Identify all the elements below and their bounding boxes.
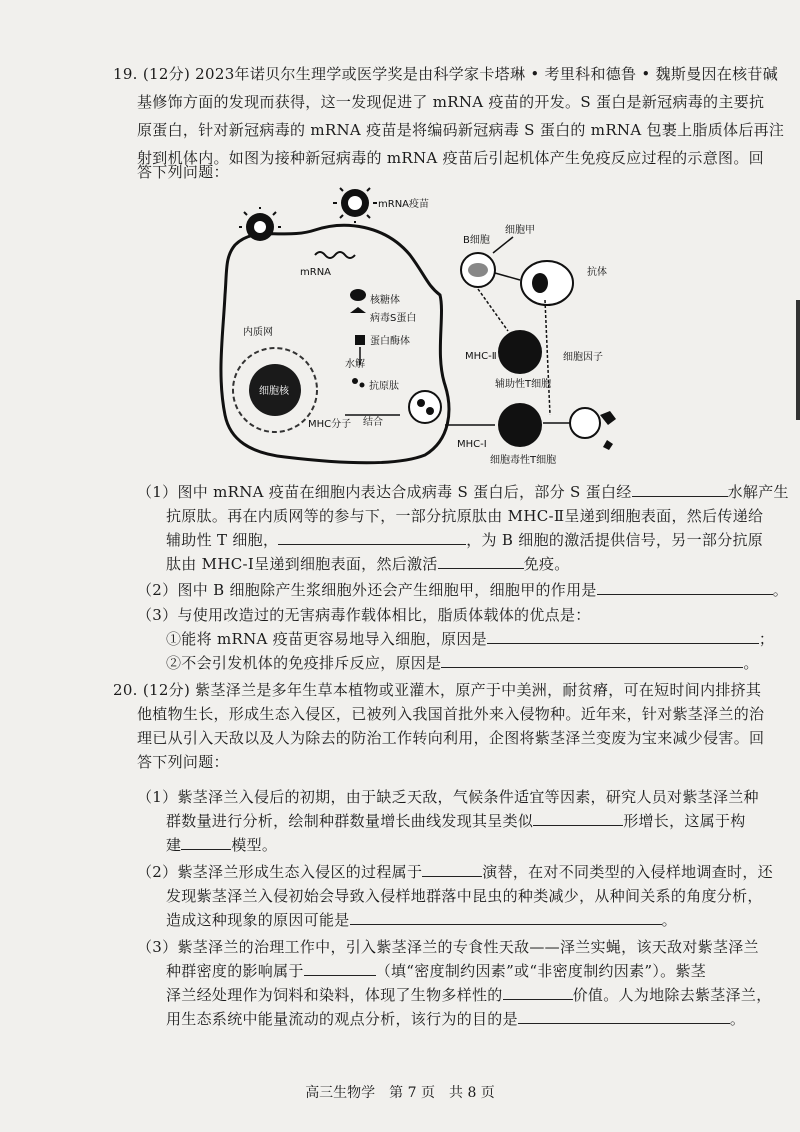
label-hydrolysis: 水解 xyxy=(345,359,365,370)
q19-line-5: 答下列问题： xyxy=(137,163,229,181)
label-helper-t: 辅助性T细胞 xyxy=(495,379,552,390)
q20-line-4: 答下列问题： xyxy=(137,753,229,771)
q20-line-2: 他植物生长，形成生态入侵区，已被列入我国首批外来入侵物种。近年来，针对紫茎泽兰的治 xyxy=(137,705,765,723)
answer-blank-q19-1c[interactable] xyxy=(438,554,524,569)
q19-line-3: 原蛋白，针对新冠病毒的 mRNA 疫苗是将编码新冠病毒 S 蛋白的 mRNA 包裹上脂质体后再注 xyxy=(137,121,785,139)
scan-edge-mark xyxy=(796,300,800,420)
q19-sub3-item1: ①能将 mRNA 疫苗更容易地导入细胞，原因是 ； xyxy=(166,630,775,648)
diagram-svg xyxy=(195,185,635,470)
q19-sub3: （3）与使用改造过的无害病毒作载体相比，脂质体载体的优点是： xyxy=(137,606,591,624)
label-s-protein: 病毒S蛋白 xyxy=(370,313,417,324)
ribosome-shape xyxy=(350,289,366,301)
answer-blank-q19-1a[interactable] xyxy=(632,482,728,497)
proteasome-shape xyxy=(355,335,365,345)
label-cytokine: 细胞因子 xyxy=(563,352,603,363)
q20-sub3-line2: 种群密度的影响属于 （填“密度制约因素”或“非密度制约因素”）。紫茎 xyxy=(166,962,707,980)
q20-sub2-line2: 发现紫茎泽兰入侵初始会导致入侵样地群落中昆虫的种类减少，从种间关系的角度分析， xyxy=(166,887,763,905)
label-nucleus: 细胞核 xyxy=(259,386,289,397)
q20-sub2-line1: （2）紫茎泽兰形成生态入侵区的过程属于 演替，在对不同类型的入侵样地调查时，还 xyxy=(137,863,773,881)
label-mrna-vaccine: mRNA疫苗 xyxy=(378,199,430,210)
q20-sub1-line3: 建 模型。 xyxy=(166,836,278,854)
label-b-cell: B细胞 xyxy=(463,235,490,246)
q19-sub1-line3: 辅助性 T 细胞， ，为 B 细胞的激活提供信号，另一部分抗原 xyxy=(166,531,764,549)
immune-response-diagram xyxy=(195,185,635,470)
q19-sub1-line2: 抗原肽。再在内质网等的参与下，一部分抗原肽由 MHC-Ⅱ呈递到细胞表面，然后传递给 xyxy=(166,507,764,525)
target-cell-shape xyxy=(570,408,600,438)
q20-sub1-line2: 群数量进行分析，绘制种群数量增长曲线发现其呈类似 形增长，这属于构 xyxy=(166,812,746,830)
answer-blank-q20-1a[interactable] xyxy=(533,811,623,826)
label-mhc1: MHC-Ⅰ xyxy=(457,439,487,450)
label-cytotoxic-t: 细胞毒性T细胞 xyxy=(490,455,557,466)
answer-blank-q20-3c[interactable] xyxy=(518,1009,730,1024)
q20-sub1-line1: （1）紫茎泽兰入侵后的初期，由于缺乏天敌，气候条件适宜等因素，研究人员对紫茎泽兰种 xyxy=(137,788,759,806)
q19-line-4: 射到机体内。如图为接种新冠病毒的 mRNA 疫苗后引起机体产生免疫反应过程的示意图。回 xyxy=(137,149,764,167)
q19-sub1-line1: （1）图中 mRNA 疫苗在细胞内表达合成病毒 S 蛋白后，部分 S 蛋白经 水解产生 xyxy=(137,483,789,501)
q20-sub3-line3: 泽兰经处理作为饲料和染料，体现了生物多样性的 价值。人为地除去紫茎泽兰， xyxy=(166,986,772,1004)
label-ribosome: 核糖体 xyxy=(370,295,400,306)
s-protein-shape xyxy=(350,307,366,313)
answer-blank-q19-3a[interactable] xyxy=(487,629,759,644)
answer-blank-q19-2[interactable] xyxy=(597,580,773,595)
mrna-strand xyxy=(315,252,355,258)
mrna-vaccine-particle xyxy=(333,185,377,223)
label-mhc-molecule: MHC分子 xyxy=(308,419,352,430)
vaccine-entering-cell xyxy=(239,207,281,241)
label-mhc2: MHC-Ⅱ xyxy=(465,351,497,362)
answer-blank-q20-3b[interactable] xyxy=(503,985,573,1000)
label-mrna: mRNA xyxy=(300,267,332,278)
answer-blank-q20-2a[interactable] xyxy=(422,862,482,877)
label-bind: 结合 xyxy=(363,417,383,428)
q19-sub2: （2）图中 B 细胞除产生浆细胞外还会产生细胞甲，细胞甲的作用是 。 xyxy=(137,581,789,599)
q20-line-1: 20. (12分) 紫茎泽兰是多年生草本植物或亚灌木，原产于中美洲，耐贫瘠，可在短时间内排挤其 xyxy=(113,681,762,699)
answer-blank-q20-1b[interactable] xyxy=(181,835,231,850)
label-cell-a: 细胞甲 xyxy=(505,225,535,236)
helper-t-cell-shape xyxy=(498,330,542,374)
answer-blank-q20-3a[interactable] xyxy=(304,961,376,976)
q19-sub3-item2: ②不会引发机体的免疫排斥反应，原因是 。 xyxy=(166,654,759,672)
label-er: 内质网 xyxy=(243,327,273,338)
q20-sub3-line1: （3）紫茎泽兰的治理工作中，引入紫茎泽兰的专食性天敌——泽兰实蝇，该天敌对紫茎泽兰 xyxy=(137,938,759,956)
label-proteasome: 蛋白酶体 xyxy=(370,336,410,347)
label-antigen-peptide: 抗原肽 xyxy=(369,381,399,392)
q19-sub1-line4: 肽由 MHC-Ⅰ呈递到细胞表面，然后激活 免疫。 xyxy=(166,555,570,573)
answer-blank-q19-1b[interactable] xyxy=(278,530,466,545)
answer-blank-q19-3b[interactable] xyxy=(441,653,743,668)
q20-line-3: 理已从引入天敌以及人为除去的防治工作转向利用，企图将紫茎泽兰变废为宝来减少侵害。回 xyxy=(137,729,765,747)
q20-sub3-line4: 用生态系统中能量流动的观点分析，该行为的目的是 。 xyxy=(166,1010,746,1028)
q20-sub2-line3: 造成这种现象的原因可能是 。 xyxy=(166,911,677,929)
q19-line-1: 19. (12分) 2023年诺贝尔生理学或医学奖是由科学家卡塔琳 • 考里科和德鲁 • 魏斯曼因在核苷碱 xyxy=(113,65,779,83)
page-footer: 高三生物学 第 7 页 共 8 页 xyxy=(305,1085,495,1101)
q19-line-2: 基修饰方面的发现而获得，这一发现促进了 mRNA 疫苗的开发。S 蛋白是新冠病毒的主要抗 xyxy=(137,93,765,111)
cytotoxic-t-cell-shape xyxy=(498,403,542,447)
label-antibody: 抗体 xyxy=(587,267,607,278)
answer-blank-q20-2b[interactable] xyxy=(350,910,662,925)
presenting-complex xyxy=(409,391,441,423)
